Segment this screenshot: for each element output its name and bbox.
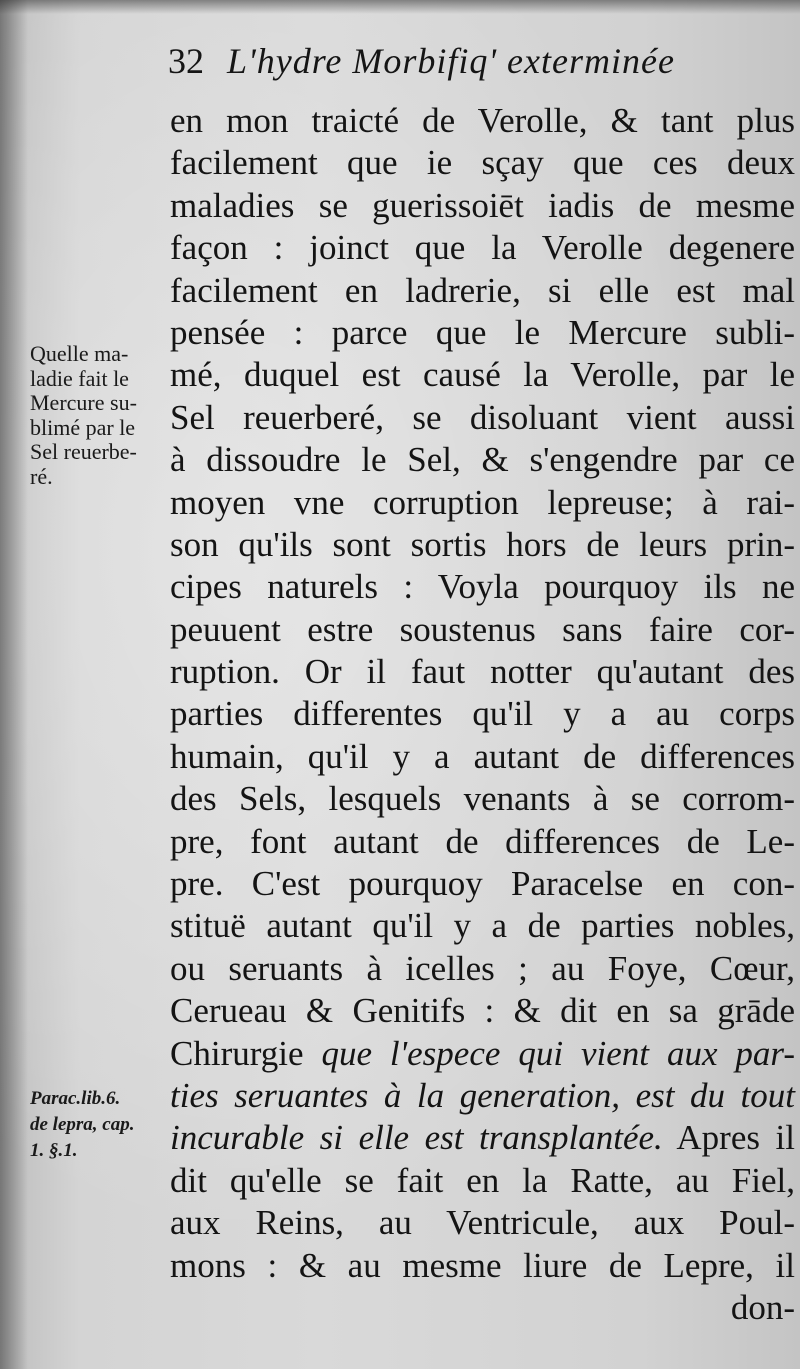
margin-note-line: 1. §.1. xyxy=(30,1140,78,1161)
text-line xyxy=(170,1117,795,1159)
text-run: facilement en ladrerie, si elle est mal xyxy=(170,270,795,310)
text-line xyxy=(170,778,795,820)
text-line xyxy=(170,354,795,396)
text-line xyxy=(170,100,795,142)
margin-note-line: Parac.lib.6. xyxy=(30,1088,121,1109)
page-gutter-shadow xyxy=(0,0,28,1369)
body-text xyxy=(170,100,795,1329)
italic-run: que l'espece qui vient aux par- xyxy=(321,1033,795,1073)
text-line xyxy=(170,609,795,651)
margin-note-line: Quelle ma- xyxy=(30,341,129,366)
text-run: humain, qu'il y a autant de differences xyxy=(170,736,795,776)
text-line xyxy=(170,312,795,354)
text-run: don- xyxy=(730,1287,795,1327)
text-run: ou seruants à icelles ; au Foye, Cœur, xyxy=(170,948,795,988)
running-head xyxy=(168,40,675,82)
text-line xyxy=(170,651,795,693)
margin-note-line: Sel reuerbe- xyxy=(30,439,137,464)
text-line xyxy=(170,1075,795,1117)
text-run: des Sels, lesquels venants à se corrom- xyxy=(170,779,795,819)
text-run: aux Reins, au Ventricule, aux Poul- xyxy=(170,1203,795,1243)
text-line xyxy=(170,1202,795,1244)
text-line xyxy=(170,142,795,184)
page-number: 32 xyxy=(168,41,204,81)
italic-run: ties seruantes à la generation, est du tout xyxy=(170,1075,795,1115)
text-run: mé, duquel est causé la Verolle, par le xyxy=(170,355,795,395)
text-line xyxy=(170,736,795,778)
page-top-shadow xyxy=(0,0,800,14)
text-run: Apres il xyxy=(662,1118,795,1158)
text-line xyxy=(170,566,795,608)
text-line xyxy=(170,990,795,1032)
text-run: Chirurgie xyxy=(170,1033,322,1073)
text-run: pre. C'est pourquoy Paracelse en con- xyxy=(170,864,795,904)
text-run: façon : joinct que la Verolle degenere xyxy=(170,228,795,268)
text-line xyxy=(170,270,795,312)
text-line xyxy=(170,1287,795,1329)
running-title: L'hydre Morbifiq' exterminée xyxy=(227,41,675,81)
text-line xyxy=(170,863,795,905)
text-run: parties differentes qu'il y a au corps xyxy=(170,694,795,734)
text-run: dit qu'elle se fait en la Ratte, au Fiel, xyxy=(170,1160,795,1200)
text-line xyxy=(170,905,795,947)
text-run: Cerueau & Genitifs : & dit en sa grāde xyxy=(170,991,795,1031)
margin-note-line: Mercure su- xyxy=(30,390,137,415)
text-run: facilement que ie sçay que ces deux xyxy=(170,143,795,183)
text-line xyxy=(170,482,795,524)
text-run: peuuent estre soustenus sans faire cor- xyxy=(170,609,795,649)
text-run: mons : & au mesme liure de Lepre, il xyxy=(170,1245,795,1285)
text-line xyxy=(170,397,795,439)
margin-note-line: blimé par le xyxy=(30,414,136,440)
margin-note-line: de lepra, cap. xyxy=(30,1114,135,1135)
text-run: son qu'ils sont sortis hors de leurs prin- xyxy=(170,524,795,564)
text-run: cipes naturels : Voyla pourquoy ils ne xyxy=(170,567,795,607)
text-line xyxy=(170,227,795,269)
text-line xyxy=(170,948,795,990)
text-line xyxy=(170,1160,795,1202)
text-line xyxy=(170,1245,795,1287)
text-run: en mon traicté de Verolle, & tant plus xyxy=(170,101,795,140)
margin-note-paracelse xyxy=(30,1086,134,1164)
text-line xyxy=(170,821,795,863)
text-run: à dissoudre le Sel, & s'engendre par ce xyxy=(170,440,795,480)
text-run: Sel reuerberé, se disoluant vient aussi xyxy=(170,397,795,437)
text-run: pensée : parce que le Mercure subli- xyxy=(170,312,795,352)
text-run: pre, font autant de differences de Le- xyxy=(170,821,795,861)
margin-note-mercure xyxy=(30,342,137,489)
text-run: stituë autant qu'il y a de parties nobles, xyxy=(170,906,795,946)
text-run: ruption. Or il faut notter qu'autant des xyxy=(170,652,795,692)
margin-note-line: ré. xyxy=(30,463,53,489)
margin-note-line: ladie fait le xyxy=(30,365,129,391)
text-run: maladies se guerissoiēt iadis de mesme xyxy=(170,185,795,225)
text-line xyxy=(170,185,795,227)
text-run: moyen vne corruption lepreuse; à rai- xyxy=(170,482,795,522)
text-line xyxy=(170,1033,795,1075)
text-line xyxy=(170,439,795,481)
text-line xyxy=(170,693,795,735)
text-line xyxy=(170,524,795,566)
italic-run: incurable si elle est transplantée. xyxy=(170,1118,663,1158)
